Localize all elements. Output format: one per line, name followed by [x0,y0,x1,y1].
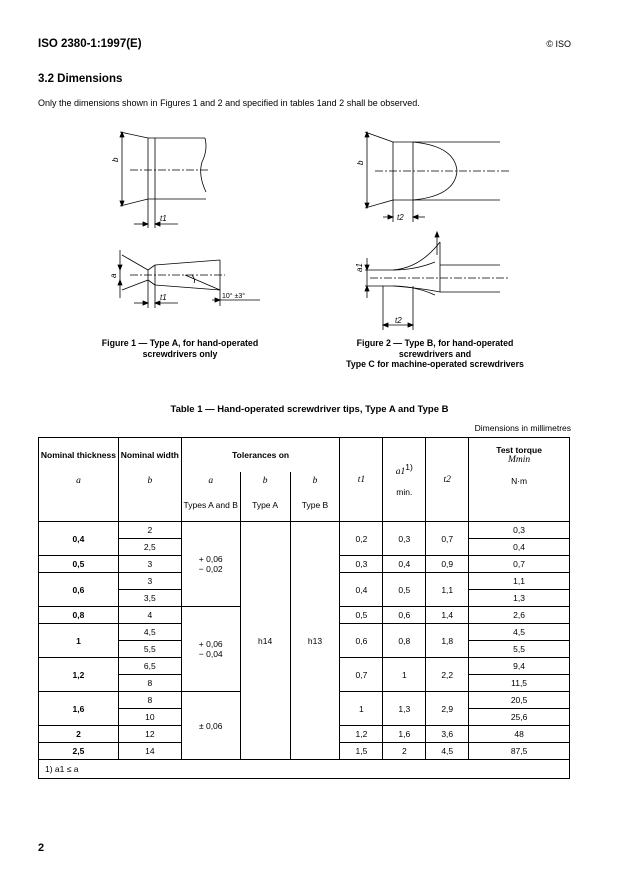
row-thickness: 0,8 [39,607,119,624]
tol-a-minus: − 0,04 [198,649,223,659]
header-test-torque-label: Test torque [496,444,542,455]
header-t1: t1 [340,438,383,522]
fig2-label-t2-bottom: t2 [395,316,402,325]
row-torque: 1,1 [469,573,570,590]
header-test-torque [469,438,570,472]
row-width: 12 [118,726,181,743]
figure-2-caption-line: screwdrivers and [398,348,472,359]
figure-2-caption-line: Type C for machine-operated screwdrivers [346,359,524,369]
row-thickness: 0,5 [39,556,119,573]
header-t2: t2 [426,438,469,522]
row-a1: 1,6 [383,726,426,743]
header-a1-symbol: a1 [395,466,406,477]
row-thickness: 1,2 [39,658,119,692]
row-width: 5,5 [118,641,181,658]
header-symbol-b: b [118,472,181,490]
tol-a-group-2 [181,607,240,692]
dimensions-table [38,437,570,779]
tol-a-plus: + 0,06 [198,554,223,564]
row-t1: 1,2 [340,726,383,743]
header-a1 [383,438,426,522]
section-text: Only the dimensions shown in Figures 1 and 2 and specified in tables 1and 2 shall be observed. [38,98,420,108]
header-symbol-a: a [39,472,119,490]
figure-1-caption-line: screwdrivers only [142,348,218,359]
row-torque: 11,5 [469,675,570,692]
row-a1: 2 [383,743,426,760]
row-a1: 0,3 [383,522,426,556]
fig2-label-t2-top: t2 [397,213,404,222]
row-t2: 2,2 [426,658,469,692]
row-width: 3 [118,556,181,573]
row-t1: 0,5 [340,607,383,624]
row-a1: 1,3 [383,692,426,726]
fig1-label-t1-bottom: t1 [160,293,167,302]
row-width: 3 [118,573,181,590]
row-thickness: 1,6 [39,692,119,726]
row-torque: 1,3 [469,590,570,607]
row-a1: 1 [383,658,426,692]
table-title: Table 1 — Hand-operated screwdriver tips, Type A and Type B [170,404,449,415]
row-a1: 0,5 [383,573,426,607]
row-t1: 0,4 [340,573,383,607]
header-unit-nm: N·m [469,472,570,490]
row-thickness: 2 [39,726,119,743]
row-torque: 20,5 [469,692,570,709]
row-t2: 1,4 [426,607,469,624]
standard-number: ISO 2380-1:1997(E) [38,38,142,50]
row-t1: 1 [340,692,383,726]
fig1-label-a: a [109,273,118,278]
header-tol-a: a [181,472,240,490]
row-t2: 2,9 [426,692,469,726]
row-width: 4 [118,607,181,624]
figure-2-drawing [345,120,515,330]
tol-a-minus: − 0,02 [198,564,223,574]
row-t1: 0,6 [340,624,383,658]
row-torque: 2,6 [469,607,570,624]
row-thickness: 0,6 [39,573,119,607]
row-width: 14 [118,743,181,760]
header-type-b: Type B [290,490,340,522]
header-tolerances: Tolerances on [181,438,340,472]
row-t2: 0,9 [426,556,469,573]
row-width: 8 [118,692,181,709]
figure-1-drawing [100,120,270,320]
row-width: 10 [118,709,181,726]
row-t1: 1,5 [340,743,383,760]
row-torque: 48 [469,726,570,743]
row-width: 8 [118,675,181,692]
header-nominal-width: Nominal width [118,438,181,472]
tol-b-type-a: h14 [240,522,290,760]
row-torque: 4,5 [469,624,570,641]
row-torque: 9,4 [469,658,570,675]
header-a1-min: min. [396,486,413,497]
row-t2: 1,1 [426,573,469,607]
row-thickness: 2,5 [39,743,119,760]
figure-1-caption [80,338,280,359]
copyright-notice: © ISO [546,39,571,49]
tol-a-group-3: ± 0,06 [181,692,240,760]
row-width: 3,5 [118,590,181,607]
row-width: 6,5 [118,658,181,675]
fig1-label-t1-top: t1 [160,214,167,223]
fig2-label-a1: a1 [355,263,364,272]
page-number: 2 [38,842,45,854]
row-torque: 0,7 [469,556,570,573]
row-a1: 0,4 [383,556,426,573]
header-a1-footnote: 1) [405,462,413,473]
row-a1: 0,6 [383,607,426,624]
fig1-label-b: b [111,157,120,162]
header-type-a: Type A [240,490,290,522]
tol-b-type-b: h13 [290,522,340,760]
header-mmin: Mmin [508,454,531,465]
figure-2-caption-line: Figure 2 — Type B, for hand-operated [356,338,514,348]
header-tol-b1: b [240,472,290,490]
tol-a-group-1 [181,522,240,607]
tol-a-plus: + 0,06 [198,639,223,649]
row-t2: 3,6 [426,726,469,743]
header-nominal-thickness: Nominal thickness [39,438,119,472]
figure-2-caption [310,338,560,370]
row-t1: 0,3 [340,556,383,573]
row-width: 2,5 [118,539,181,556]
table-footnote: 1) a1 ≤ a [39,760,570,779]
row-torque: 87,5 [469,743,570,760]
row-t1: 0,7 [340,658,383,692]
row-torque: 25,6 [469,709,570,726]
row-width: 2 [118,522,181,539]
row-torque: 0,4 [469,539,570,556]
header-tol-b2: b [290,472,340,490]
table-units: Dimensions in millimetres [474,423,571,433]
row-thickness: 0,4 [39,522,119,556]
row-a1: 0,8 [383,624,426,658]
fig2-label-b: b [356,160,365,165]
row-thickness: 1 [39,624,119,658]
header-types-ab: Types A and B [181,490,240,522]
row-t2: 0,7 [426,522,469,556]
fig1-label-angle: 10° ±3° [222,293,246,300]
row-t1: 0,2 [340,522,383,556]
row-width: 4,5 [118,624,181,641]
row-t2: 1,8 [426,624,469,658]
row-torque: 5,5 [469,641,570,658]
row-torque: 0,3 [469,522,570,539]
figure-1-caption-line: Figure 1 — Type A, for hand-operated [101,338,259,348]
row-t2: 4,5 [426,743,469,760]
section-title: 3.2 Dimensions [38,73,123,85]
